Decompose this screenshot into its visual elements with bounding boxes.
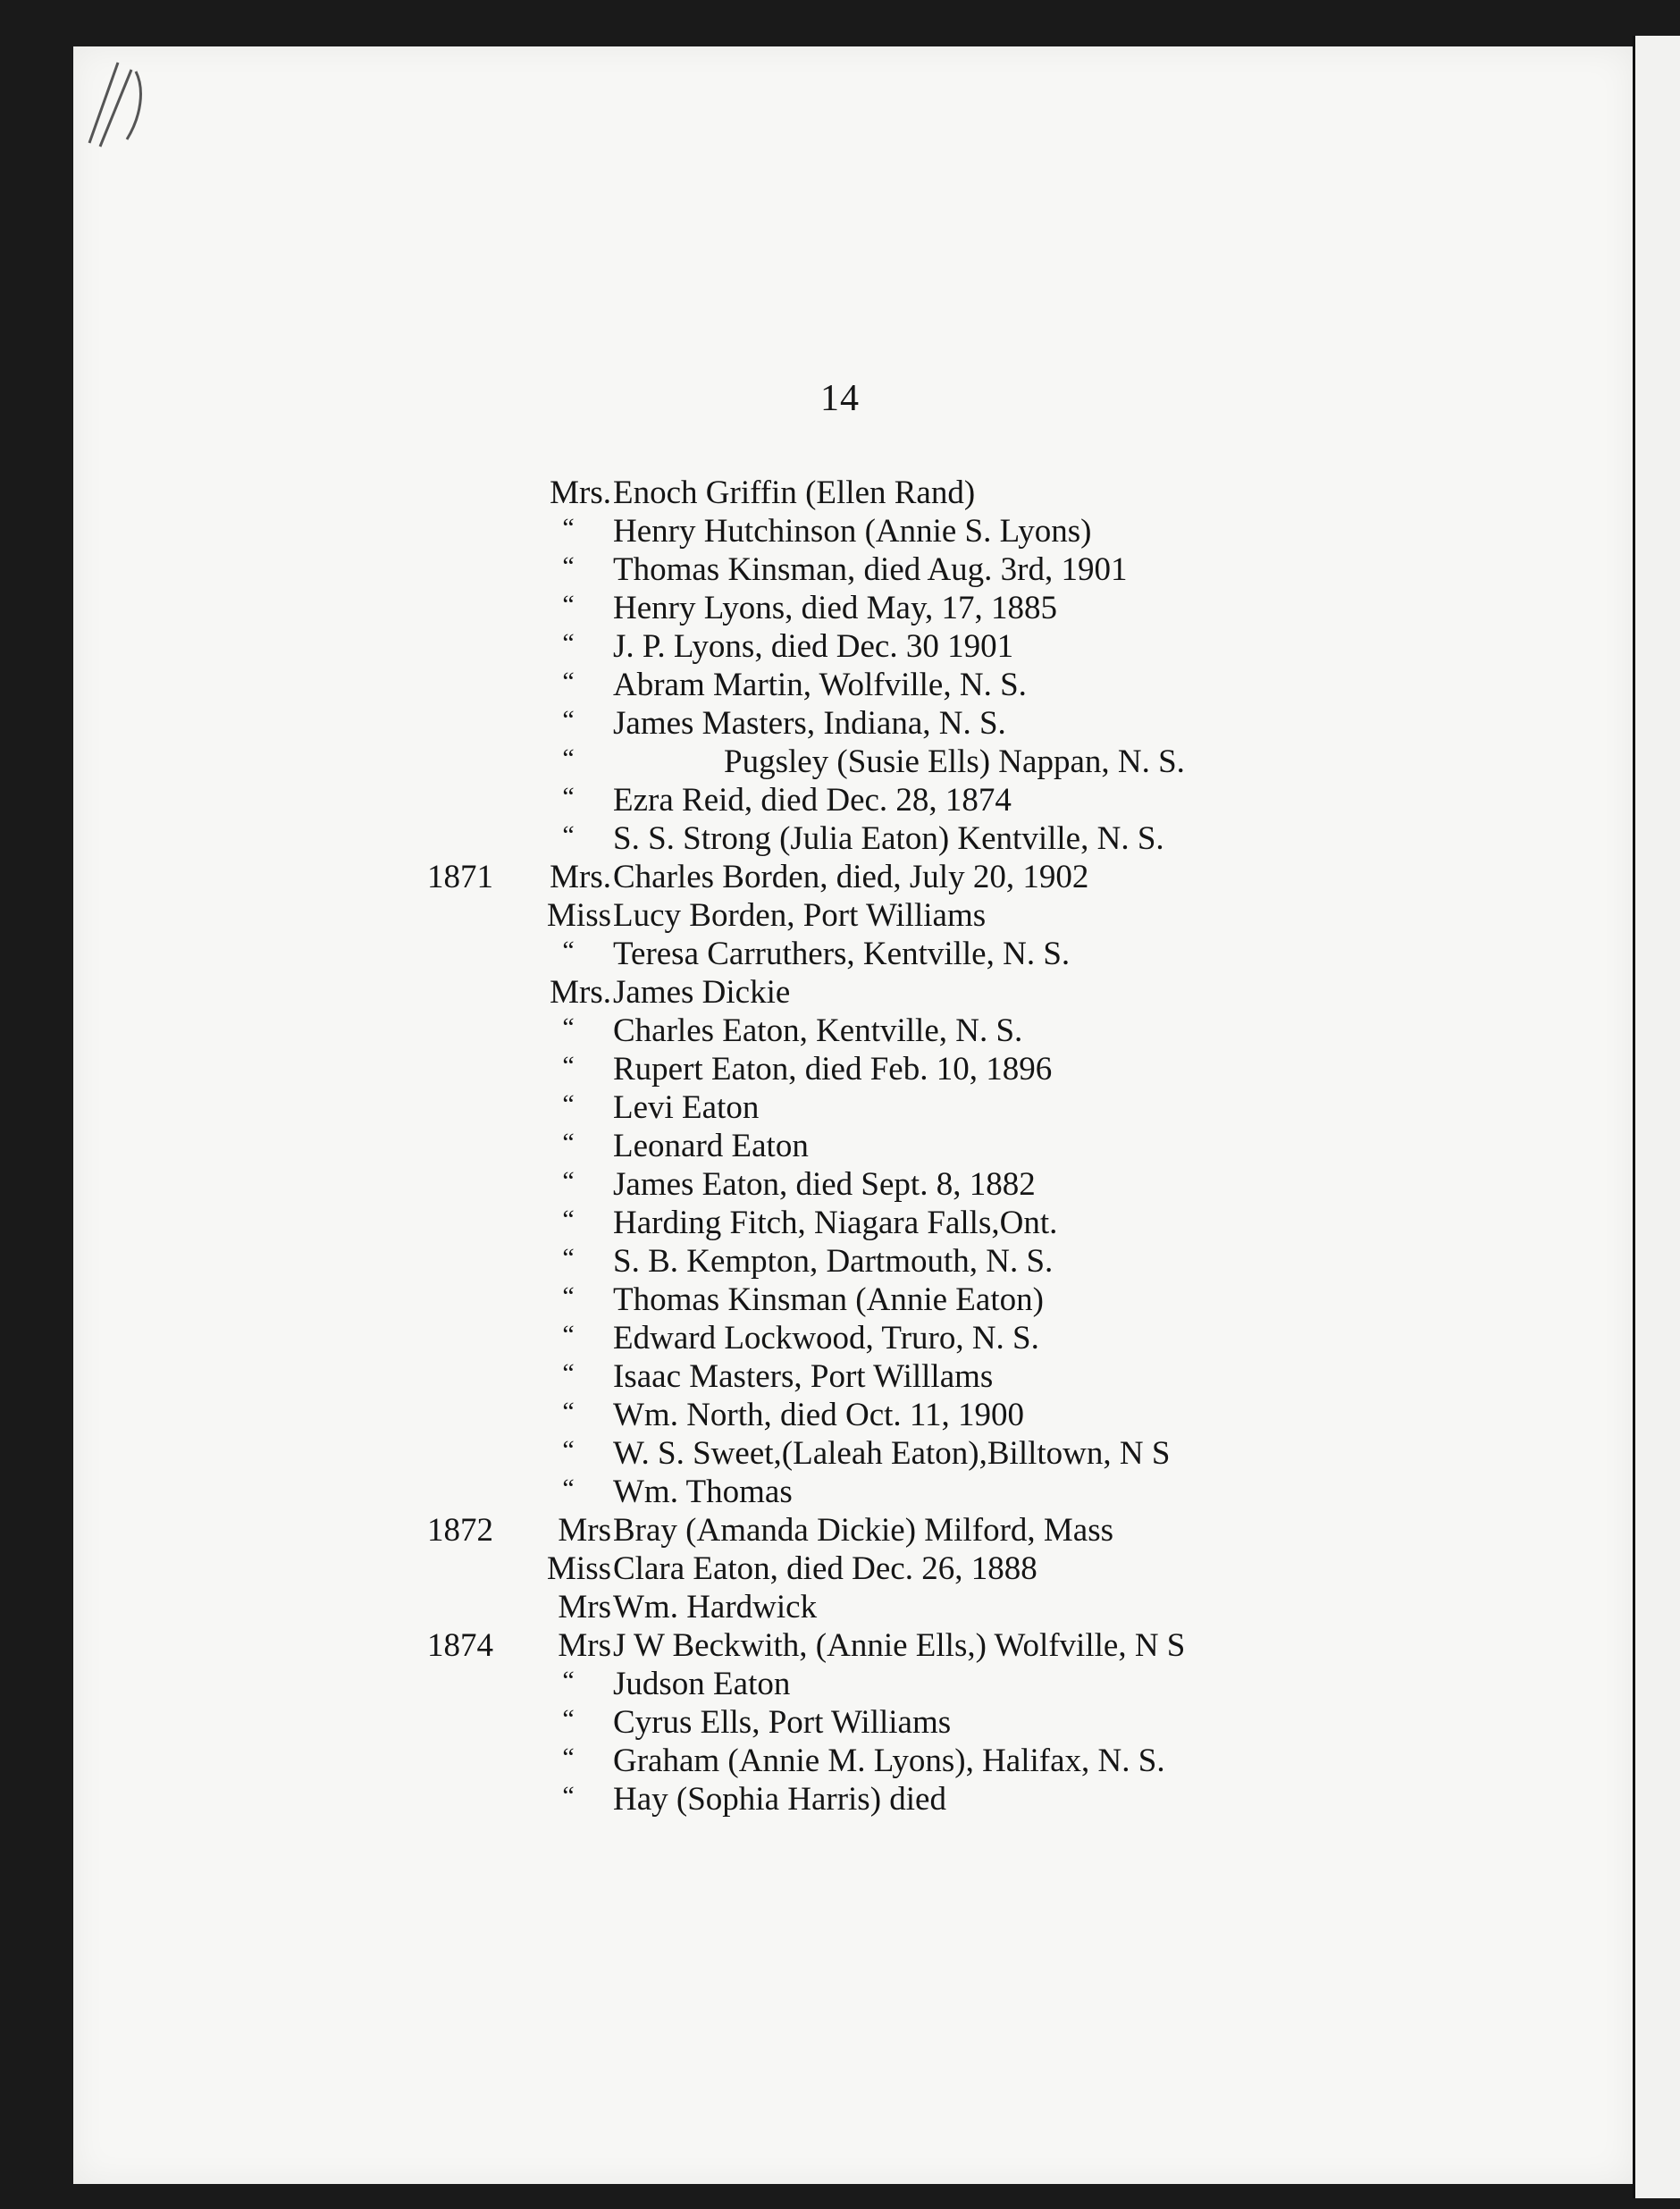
list-item: [0, 1434, 1680, 1473]
entry-prefix: Mrs: [558, 1512, 611, 1549]
entry-name: James Eaton, died Sept. 8, 1882: [613, 1166, 1036, 1203]
list-item: [0, 1012, 1680, 1050]
member-list: [0, 474, 1680, 1818]
entry-name: Thomas Kinsman (Annie Eaton): [613, 1281, 1044, 1318]
entry-name: Wm. Hardwick: [613, 1589, 818, 1625]
list-item: [0, 973, 1680, 1012]
list-item: [0, 1550, 1680, 1588]
entry-prefix: “: [562, 628, 575, 658]
entry-name: James Dickie: [613, 974, 791, 1011]
list-item: [0, 1780, 1680, 1818]
entry-name: Ezra Reid, died Dec. 28, 1874: [613, 782, 1012, 819]
entry-prefix: “: [562, 1320, 575, 1349]
list-item: [0, 666, 1680, 704]
entry-prefix: “: [562, 1666, 575, 1695]
entry-name: Thomas Kinsman, died Aug. 3rd, 1901: [613, 551, 1128, 588]
entry-year: 1872: [427, 1512, 493, 1549]
entry-prefix: Mrs: [558, 1589, 611, 1625]
entry-prefix: “: [562, 590, 575, 619]
entry-name: Rupert Eaton, died Feb. 10, 1896: [613, 1051, 1053, 1088]
entry-prefix: “: [562, 1051, 575, 1080]
entry-prefix: “: [562, 743, 575, 773]
entry-name: Judson Eaton: [613, 1666, 791, 1702]
entry-name: Wm. North, died Oct. 11, 1900: [613, 1397, 1025, 1433]
list-item: [0, 1511, 1680, 1550]
list-item: [0, 1588, 1680, 1626]
entry-prefix: “: [562, 1474, 575, 1503]
list-item: [0, 1165, 1680, 1204]
list-item: [0, 896, 1680, 935]
entry-prefix: “: [562, 936, 575, 965]
entry-prefix: “: [562, 820, 575, 850]
list-item: [0, 704, 1680, 743]
list-item: [0, 1319, 1680, 1357]
list-item: [0, 1050, 1680, 1088]
entry-prefix: “: [562, 1205, 575, 1234]
entry-prefix: “: [562, 551, 575, 581]
list-item: [0, 1204, 1680, 1242]
entry-name: Teresa Carruthers, Kentville, N. S.: [613, 936, 1071, 972]
entry-prefix: “: [562, 1704, 575, 1734]
list-item: [0, 627, 1680, 666]
entry-prefix: “: [562, 782, 575, 811]
entry-prefix: “: [562, 1743, 575, 1772]
entry-prefix: Mrs.: [550, 859, 611, 895]
entry-prefix: “: [562, 1397, 575, 1426]
list-item: [0, 781, 1680, 819]
list-item: [0, 474, 1680, 512]
page-corner-mark: [82, 54, 154, 152]
entry-prefix: Miss: [547, 1550, 611, 1587]
entry-prefix: “: [562, 667, 575, 696]
entry-prefix: “: [562, 1243, 575, 1272]
list-item: [0, 1742, 1680, 1780]
list-item: [0, 858, 1680, 896]
list-item: [0, 1242, 1680, 1281]
entry-name: S. S. Strong (Julia Eaton) Kentville, N. S.: [613, 820, 1164, 857]
entry-name: Henry Lyons, died May, 17, 1885: [613, 590, 1058, 626]
entry-prefix: “: [562, 1781, 575, 1810]
entry-name: W. S. Sweet,(Laleah Eaton),Billtown, N S: [613, 1435, 1171, 1472]
list-item: [0, 1281, 1680, 1319]
list-item: [0, 550, 1680, 589]
entry-name: J. P. Lyons, died Dec. 30 1901: [613, 628, 1014, 665]
entry-name: Hay (Sophia Harris) died: [613, 1781, 946, 1818]
entry-name: Pugsley (Susie Ells) Nappan, N. S.: [724, 743, 1185, 780]
entry-prefix: “: [562, 1128, 575, 1157]
entry-prefix: “: [562, 1166, 575, 1196]
entry-prefix: Mrs: [558, 1627, 611, 1664]
entry-name: Harding Fitch, Niagara Falls,Ont.: [613, 1205, 1058, 1241]
entry-year: 1871: [427, 859, 493, 895]
list-item: [0, 1357, 1680, 1396]
entry-name: J W Beckwith, (Annie Ells,) Wolfville, N S: [613, 1627, 1186, 1664]
entry-prefix: Mrs.: [550, 475, 611, 511]
entry-prefix: “: [562, 1435, 575, 1465]
entry-name: Isaac Masters, Port Willlams: [613, 1358, 994, 1395]
entry-name: Edward Lockwood, Truro, N. S.: [613, 1320, 1039, 1356]
entry-name: Charles Eaton, Kentville, N. S.: [613, 1012, 1023, 1049]
entry-prefix: Miss: [547, 897, 611, 934]
entry-name: James Masters, Indiana, N. S.: [613, 705, 1006, 742]
entry-prefix: “: [562, 1281, 575, 1311]
list-item: [0, 1626, 1680, 1665]
list-item: [0, 935, 1680, 973]
list-item: [0, 512, 1680, 550]
entry-name: Lucy Borden, Port Williams: [613, 897, 987, 934]
list-item: [0, 1127, 1680, 1165]
list-item: [0, 1665, 1680, 1703]
list-item: [0, 743, 1680, 781]
entry-prefix: “: [562, 1012, 575, 1042]
page-number: 14: [820, 378, 860, 419]
list-item: [0, 1473, 1680, 1511]
entry-name: Cyrus Ells, Port Williams: [613, 1704, 952, 1741]
entry-name: Enoch Griffin (Ellen Rand): [613, 475, 976, 511]
entry-name: Levi Eaton: [613, 1089, 760, 1126]
entry-prefix: “: [562, 513, 575, 542]
entry-name: Graham (Annie M. Lyons), Halifax, N. S.: [613, 1743, 1165, 1779]
entry-name: S. B. Kempton, Dartmouth, N. S.: [613, 1243, 1054, 1280]
entry-name: Charles Borden, died, July 20, 1902: [613, 859, 1089, 895]
entry-name: Henry Hutchinson (Annie S. Lyons): [613, 513, 1092, 550]
entry-name: Leonard Eaton: [613, 1128, 809, 1164]
entry-year: 1874: [427, 1627, 493, 1664]
list-item: [0, 1396, 1680, 1434]
entry-name: Abram Martin, Wolfville, N. S.: [613, 667, 1027, 703]
entry-name: Clara Eaton, died Dec. 26, 1888: [613, 1550, 1037, 1587]
entry-name: Wm. Thomas: [613, 1474, 793, 1510]
entry-prefix: “: [562, 705, 575, 735]
entry-prefix: “: [562, 1089, 575, 1119]
list-item: [0, 589, 1680, 627]
list-item: [0, 819, 1680, 858]
entry-prefix: “: [562, 1358, 575, 1388]
list-item: [0, 1088, 1680, 1127]
list-item: [0, 1703, 1680, 1742]
entry-name: Bray (Amanda Dickie) Milford, Mass: [613, 1512, 1114, 1549]
entry-prefix: Mrs.: [550, 974, 611, 1011]
